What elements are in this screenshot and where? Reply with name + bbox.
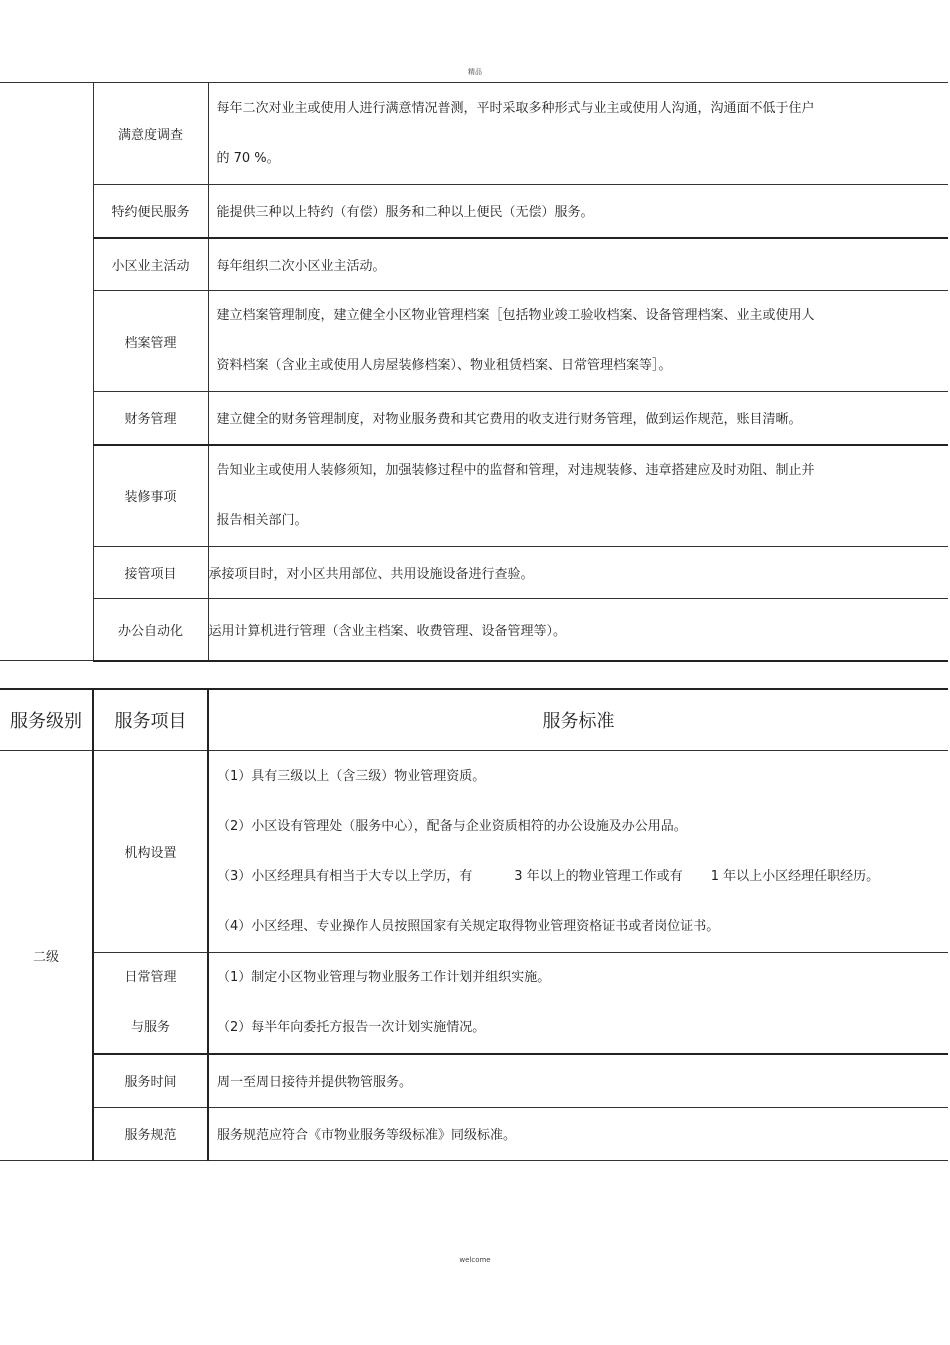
header-standard: 服务标准 [208,689,948,751]
table-row [0,445,948,547]
header-item: 服务项目 [93,689,208,751]
table-row [0,1107,948,1160]
item-archive: 档案管理 [93,291,208,392]
header-mark: 精品 [468,68,482,76]
level-cell-empty [0,83,93,661]
item-organization: 机构设置 [93,751,208,953]
header-level: 服务级别 [0,689,93,751]
item-decoration: 装修事项 [93,445,208,547]
standard-line: 资料档案（含业主或使用人房屋装修档案）、物业租赁档案、日常管理档案等］。 [216,358,672,373]
standard-cell: 能提供三种以上特约（有偿）服务和二种以上便民（无偿）服务。 [208,185,948,238]
standard-line: （2）每半年向委托方报告一次计划实施情况。 [217,1020,486,1035]
item-special-service: 特约便民服务 [93,185,208,238]
standard-cell [208,291,948,392]
table-row [0,392,948,445]
service-standard-table-level2 [0,688,948,1161]
item-service-norm: 服务规范 [93,1107,208,1160]
item-label-line: 日常管理 [124,970,177,985]
standard-cell [208,83,948,185]
standard-line: 的 70 %。 [216,150,280,166]
table-row [0,547,948,599]
standard-line: 每年二次对业主或使用人进行满意情况普测，平时采取多种形式与业主或使用人沟通，沟通面不低于住户 [216,100,815,116]
standard-line: 告知业主或使用人装修须知，加强装修过程中的监督和管理，对违规装修、违章搭建应及时劝阻、制止并 [216,462,815,478]
item-label-line: 与服务 [130,1020,170,1035]
standard-line: （1）具有三级以上（含三级）物业管理资质。 [217,768,486,784]
standard-line: 报告相关部门。 [216,512,308,528]
standard-cell: 服务规范应符合《市物业服务等级标准》同级标准。 [208,1107,948,1160]
item-takeover: 接管项目 [93,547,208,599]
standard-line: （2）小区设有管理处（服务中心），配备与企业资质相符的办公设施及办公用品。 [217,818,687,834]
standard-cell: 建立健全的财务管理制度，对物业服务费和其它费用的收支进行财务管理，做到运作规范，账目清晰。 [208,392,948,445]
table-row [0,953,948,1055]
standard-cell [208,953,948,1055]
standard-cell: 每年组织二次小区业主活动。 [208,238,948,291]
table-row [0,83,948,185]
level-cell: 二级 [0,751,93,1161]
item-satisfaction: 满意度调查 [93,83,208,185]
standard-line: （1）制定小区物业管理与物业服务工作计划并组织实施。 [217,970,551,985]
standard-line: 建立档案管理制度，建立健全小区物业管理档案［包括物业竣工验收档案、设备管理档案、业主或使用人 [216,308,815,323]
footer-mark: welcome [459,1256,491,1264]
service-standard-table-continued [0,82,948,662]
item-office-automation: 办公自动化 [93,599,208,661]
table-row [0,185,948,238]
item-daily-management [93,953,208,1055]
standard-cell [208,445,948,547]
standard-cell [208,751,948,953]
standard-cell: 承接项目时，对小区共用部位、共用设施设备进行查验。 [208,547,948,599]
item-service-time: 服务时间 [93,1054,208,1107]
table-row [0,1054,948,1107]
standard-line [217,852,948,902]
standard-line: （4）小区经理、专业操作人员按照国家有关规定取得物业管理资格证书或者岗位证书。 [217,918,720,934]
standard-line-part: 3 年以上的物业管理工作或有 [514,868,683,884]
table-row [0,291,948,392]
standard-line-part: 1 年以上小区经理任职经历。 [710,868,880,884]
standard-line-part: （3）小区经理具有相当于大专以上学历，有 [217,868,473,884]
standard-cell: 运用计算机进行管理（含业主档案、收费管理、设备管理等）。 [208,599,948,661]
item-finance: 财务管理 [93,392,208,445]
item-owner-activity: 小区业主活动 [93,238,208,291]
table-row [0,599,948,661]
table-row [0,751,948,953]
table-row [0,238,948,291]
table-header-row [0,689,948,751]
standard-cell: 周一至周日接待并提供物管服务。 [208,1054,948,1107]
